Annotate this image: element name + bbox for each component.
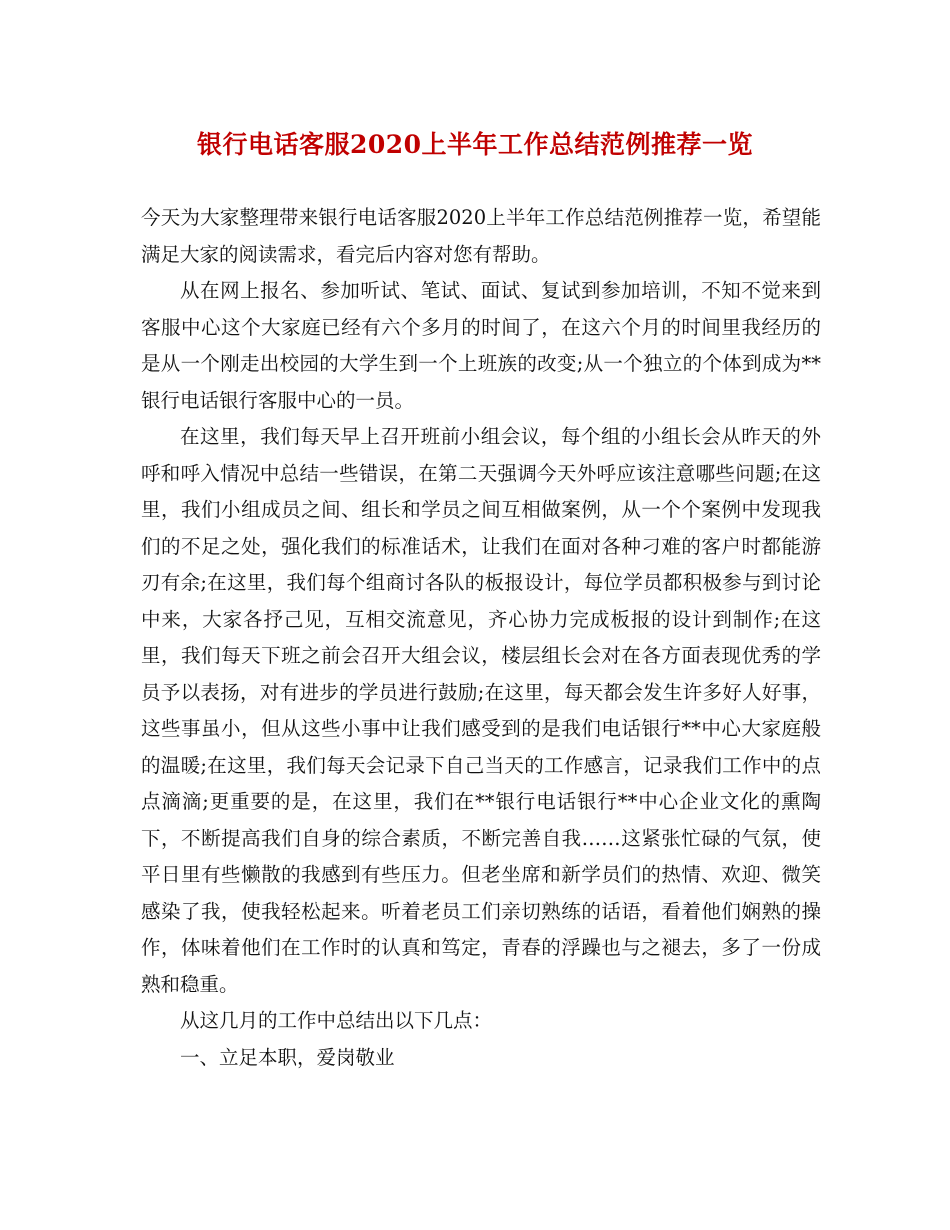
document-title: 银行电话客服2020上半年工作总结范例推荐一览	[196, 130, 754, 159]
section-heading-one: 一、立足本职，爱岗敬业	[180, 1045, 395, 1069]
paragraph-intro: 今天为大家整理带来银行电话客服2020上半年工作总结范例推荐一览，希望能满足大家的阅读需求，看完后内容对您有帮助。	[141, 206, 821, 266]
document-body	[141, 200, 821, 1076]
paragraph-summary-lead: 从这几月的工作中总结出以下几点：	[180, 1009, 493, 1032]
paragraph-daily-work: 在这里，我们每天早上召开班前小组会议，每个组的小组长会从昨天的外呼和呼入情况中总结一些错误，在第二天强调今天外呼应该注意哪些问题;在这里，我们小组成员之间、组长和学员之间互相做案例，从一个个案例中发现我们的不足之处，强化我们的标准话术，让我们在面对各种刁难的客户时都能游刃有余;在这里，我们每个组商讨各队的板报设计，每位学员都积极参与到讨论中来，大家各抒己见，互相交流意见，齐心协力完成板报的设计到制作;在这里，我们每天下班之前会召开大组会议，楼层组长会对在各方面表现优秀的学员予以表扬，对有进步的学员进行鼓励;在这里，每天都会发生许多好人好事，这些事虽小，但从这些小事中让我们感受到的是我们电话银行**中心大家庭般的温暖;在这里，我们每天会记录下自己当天的工作感言，记录我们工作中的点点滴滴;更重要的是，在这里，我们在**银行电话银行**中心企业文化的熏陶下，不断提高我们自身的综合素质，不断完善自我……这紧张忙碌的气氛，使平日里有些懒散的我感到有些压力。但老坐席和新学员们的热情、欢迎、微笑感染了我，使我轻松起来。听着老员工们亲切熟练的话语，看着他们娴熟的操作，体味着他们在工作时的认真和笃定，青春的浮躁也与之褪去，多了一份成熟和稳重。	[141, 425, 821, 996]
paragraph-background: 从在网上报名、参加听试、笔试、面试、复试到参加培训，不知不觉来到客服中心这个大家庭已经有六个多月的时间了，在这六个月的时间里我经历的是从一个刚走出校园的大学生到一个上班族的改变;从一个独立的个体到成为**银行电话银行客服中心的一员。	[141, 279, 821, 412]
